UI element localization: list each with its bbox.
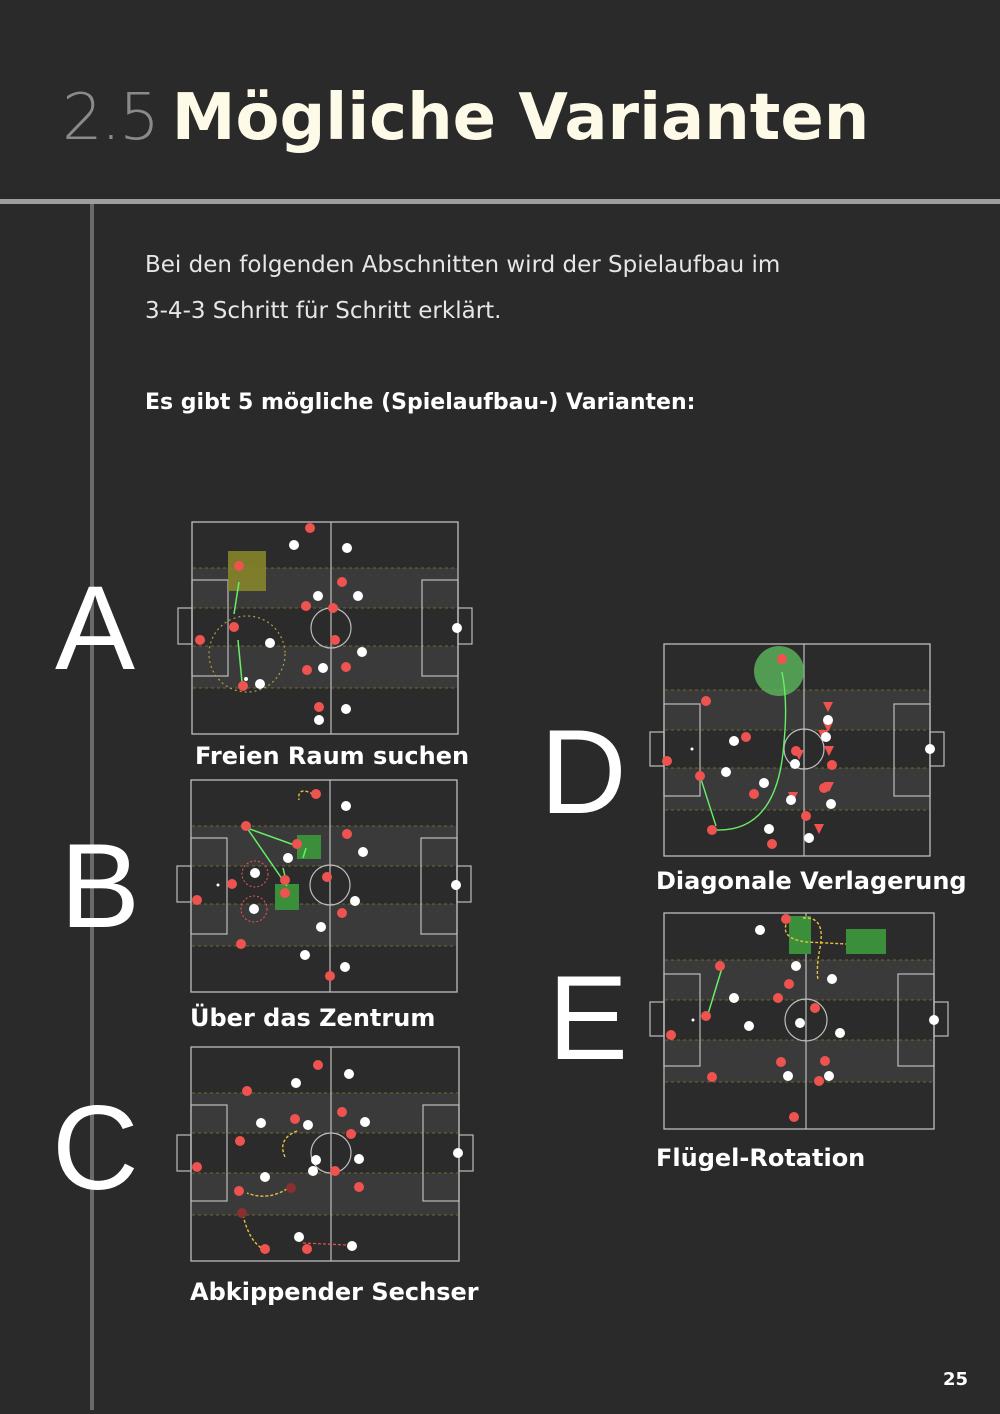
variant-letter-b: B bbox=[60, 819, 141, 953]
pitch-diagram-c bbox=[175, 1045, 475, 1263]
pitch-diagram-b bbox=[175, 778, 475, 994]
variant-letter-e: E bbox=[548, 951, 629, 1085]
variant-letter-d: D bbox=[540, 705, 627, 839]
page-title bbox=[62, 78, 869, 158]
variant-caption-a: Freien Raum suchen bbox=[195, 742, 470, 770]
section-title: Mögliche Varianten bbox=[171, 81, 870, 155]
variant-letter-c: C bbox=[52, 1081, 139, 1215]
variant-caption-c: Abkippender Sechser bbox=[190, 1278, 479, 1306]
variant-caption-e: Flügel-Rotation bbox=[656, 1144, 866, 1172]
pitch-diagram-e bbox=[648, 910, 950, 1132]
variant-caption-d: Diagonale Verlagerung bbox=[656, 867, 967, 895]
side-rule bbox=[90, 204, 94, 1410]
header bbox=[0, 0, 1000, 200]
intro-line-2: 3-4-3 Schritt für Schritt erklärt. bbox=[145, 298, 502, 324]
variant-caption-b: Über das Zentrum bbox=[190, 1004, 436, 1032]
intro-line-1: Bei den folgenden Abschnitten wird der Spielaufbau im bbox=[145, 252, 781, 278]
section-number: 2.5 bbox=[62, 81, 158, 155]
lead-text: Es gibt 5 mögliche (Spielaufbau-) Varianten: bbox=[145, 390, 696, 415]
page-number: 25 bbox=[942, 1369, 968, 1390]
variant-letter-a: A bbox=[55, 561, 136, 695]
pitch-diagram-a bbox=[176, 520, 476, 736]
header-divider bbox=[0, 199, 1000, 204]
intro-text bbox=[145, 242, 905, 334]
pitch-diagram-d bbox=[648, 642, 948, 860]
